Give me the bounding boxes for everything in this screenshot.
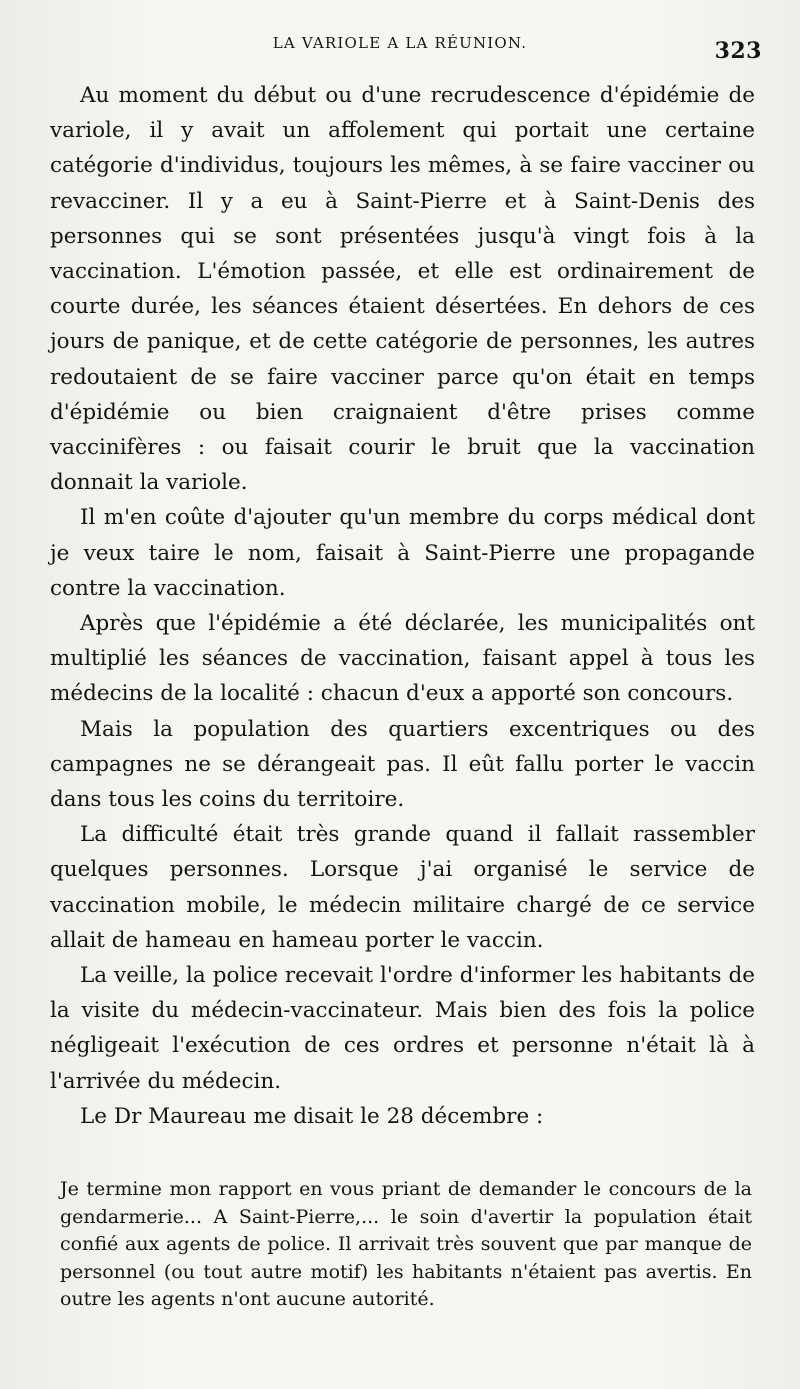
paragraph-police: La veille, la police recevait l'ordre d'informer les habitants de la visite du médecin-vaccinateur. Mais bien des fois la police négligeait l'exécution de ces ordres et personne n'était là à l'arrivée du médecin. xyxy=(50,963,755,1094)
paragraph-propaganda: Il m'en coûte d'ajouter qu'un membre du corps médical dont je veux taire le nom, faisait à Saint-Pierre une propagande contre la vaccination. xyxy=(50,505,755,601)
page-header xyxy=(40,34,760,64)
paragraph-maureau: Le Dr Maureau me disait le 28 décembre : xyxy=(80,1103,544,1129)
paragraph-municipalities: Après que l'épidémie a été déclarée, les municipalités ont multiplié les séances de vaccination, faisant appel à tous les médecins de la localité : chacun d'eux a apporté son concours. xyxy=(50,611,755,707)
quote-text: Je termine mon rapport en vous priant de demander le concours de la gendarmerie... A Saint-Pierre,... le soin d'avertir la population était confié aux agents de police. Il arrivait très souvent que par manque de personnel (ou tout autre motif) les habitants n'étaient pas avertis. En outre les agents n'ont aucune autorité. xyxy=(60,1178,752,1311)
paragraph-mobile-service: La difficulté était très grande quand il fallait rassembler quelques personnes. Lorsque j'ai organisé le service de vaccination mobile, le médecin militaire chargé de ce service allait de hameau en hameau porter le vaccin. xyxy=(50,822,755,953)
quoted-report xyxy=(60,1176,752,1314)
main-text xyxy=(50,78,755,1134)
running-head: LA VARIOLE A LA RÉUNION. xyxy=(272,34,528,52)
paragraph-population: Mais la population des quartiers excentriques ou des campagnes ne se dérangeait pas. Il eût fallu porter le vaccin dans tous les coins du territoire. xyxy=(50,716,755,813)
paragraph-panic: Au moment du début ou d'une recrudescence d'épidémie de variole, il y avait un affolement qui portait une certaine catégorie d'individus, toujours les mêmes, à se faire vacciner ou revacciner. Il y a eu à Saint-Pierre et à Saint-Denis des personnes qui se sont présentées jusqu'à vingt fois à la vaccination. L'émotion passée, et elle est ordinairement de courte durée, les séances étaient désertées. En dehors de ces jours de panique, et de cette catégorie de personnes, les autres redoutaient de se faire vacciner parce qu'on était en temps d'épidémie ou bien craignaient d'être prises comme vaccinifères : ou faisait courir le bruit que la vaccination donnait la variole. xyxy=(50,83,755,496)
page-number: 323 xyxy=(714,38,762,64)
